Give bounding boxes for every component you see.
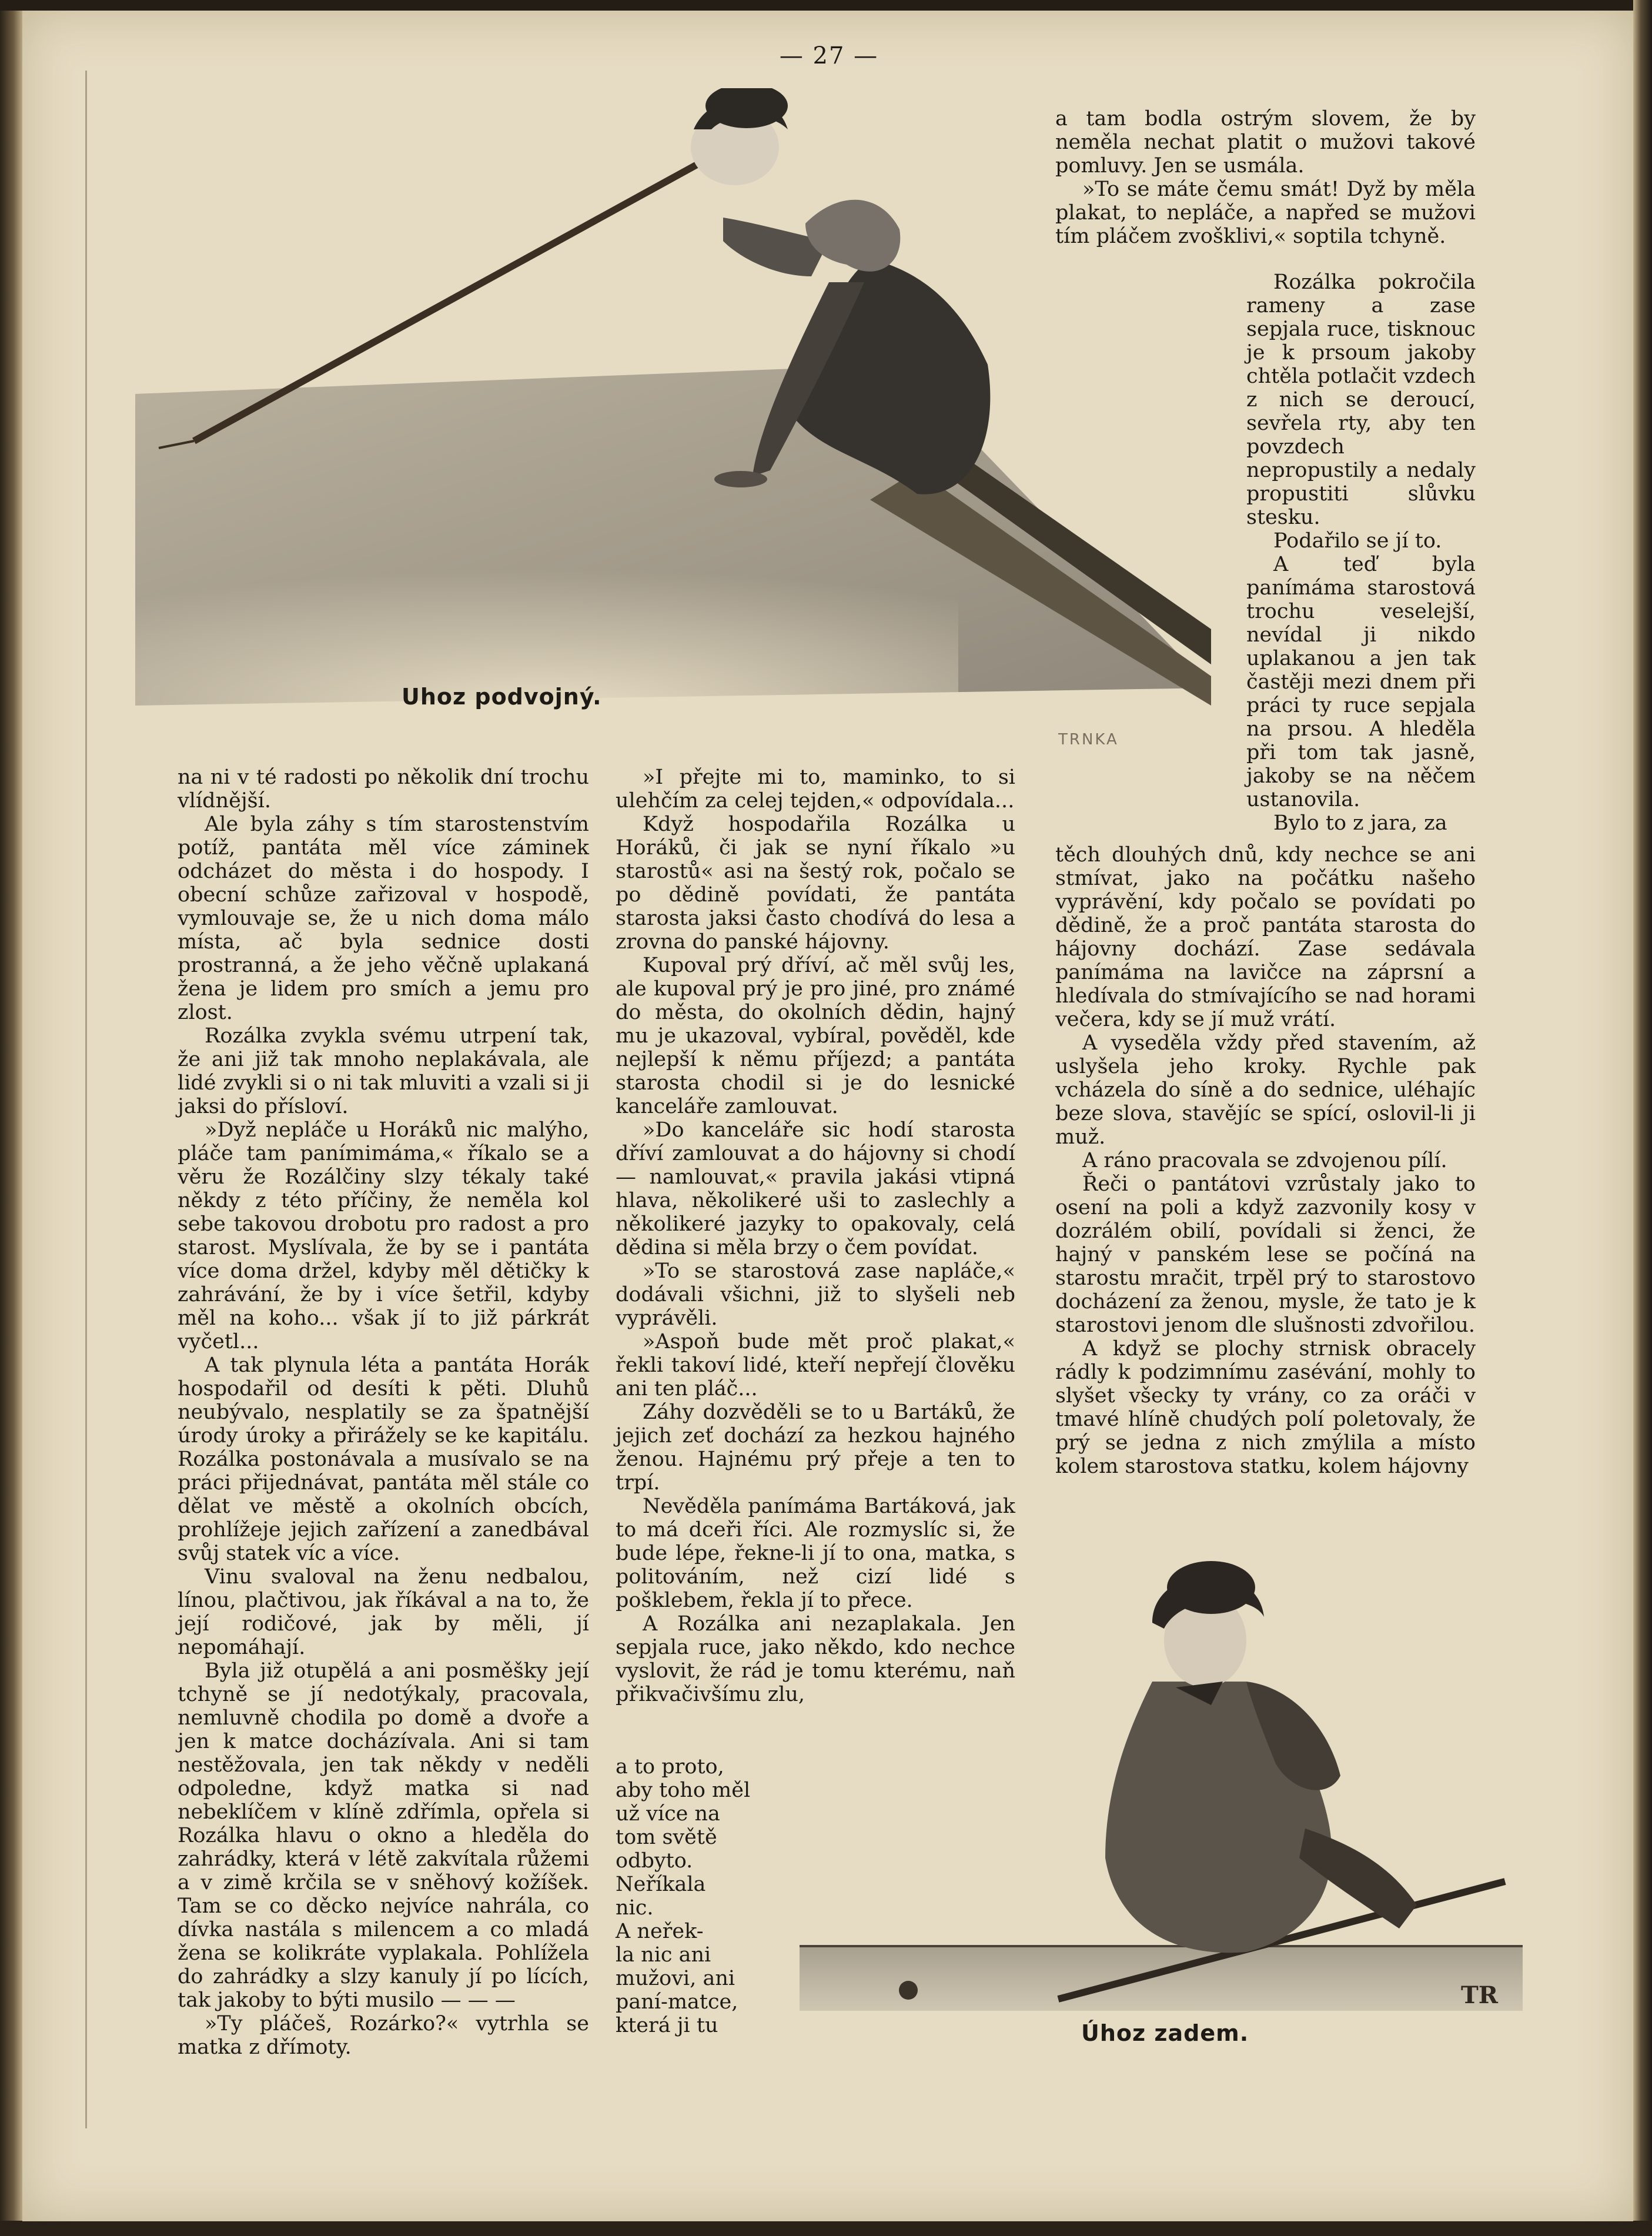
paragraph: A ráno pracovala se zdvojenou pílí. bbox=[1082, 1149, 1447, 1172]
illustration-signature: TRNKA bbox=[1058, 731, 1119, 748]
line: aby toho měl bbox=[616, 1779, 751, 1802]
line: nic. bbox=[616, 1896, 654, 1920]
paragraph: A tak plynula léta a pantáta Horák hospodařil od desíti k pěti. Dluhů neubývalo, nesplatily se za špatnější úrody úroky a přirážely se ke kapitálu. Rozálka postonávala a musívalo se na práci přijednávat, pantáta měl stále co dělat ve městě a okolních obcích, prohlížeje jejich zařízení a zanedbával svůj statek víc a více. bbox=[178, 1353, 589, 1565]
scan-border-top bbox=[0, 0, 1652, 11]
paragraph: Řeči o pantátovi vzrůstaly jako to osení na poli a když zazvonily kosy v dozrálém obilí, povídali si ženci, že hajný v panském lese se počíná na starostu mračit, trpěl prý to starostovo docházení za ženou, mysle, že tato je k starostovi jenom dle slušnosti zdvořilou. bbox=[1055, 1172, 1476, 1337]
paragraph: »I přejte mi to, maminko, to si ulehčím za celej tejden,« odpovídala... bbox=[616, 766, 1015, 813]
page-fold bbox=[85, 71, 87, 2128]
paragraph: Bylo to z jara, za bbox=[1273, 811, 1447, 835]
line: A neřek- bbox=[616, 1920, 704, 1943]
paragraph: Podařilo se jí to. bbox=[1273, 529, 1442, 553]
text-column-3-narrow bbox=[1246, 270, 1476, 835]
illustration-caption: Uhoz podvojný. bbox=[402, 684, 602, 710]
book-spine bbox=[0, 0, 22, 2236]
paragraph: Ale byla záhy s tím starostenstvím potíž, pantáta měl více záminek odcházet do města i do hospody. I obecní schůze zařizoval v hospodě, vymlouvaje se, že u nich doma málo místa, ač byla sednice dosti prostranná, a že jeho věčně uplakaná žena je lidem pro smích a jemu pro zlost. bbox=[178, 813, 589, 1024]
page-number: — 27 — bbox=[779, 42, 879, 69]
text-column-3-top bbox=[1055, 107, 1476, 248]
line: Neříkala bbox=[616, 1873, 706, 1896]
paragraph: »Aspoň bude mět proč plakat,« řekli takoví lidé, kteří nepřejí člověku ani ten pláč... bbox=[616, 1330, 1015, 1401]
paragraph: Když hospodařila Rozálka u Horáků, či jak se nyní říkalo »u starostů« asi na šestý rok, počalo se po dědině povídati, že pantáta starosta jaksi často chodívá do lesa a zrovna do panské hájovny. bbox=[616, 813, 1015, 954]
text-column-2-narrow bbox=[616, 1755, 763, 2037]
scan-border-right bbox=[1633, 0, 1652, 2236]
illustration-billiard-double-shot bbox=[135, 88, 1211, 706]
paragraph: Rozálka zvykla svému utrpení tak, že ani již tak mnoho neplakávala, ale lidé zvykli si o ni tak mluviti a vzali si ji jaksi do přísloví. bbox=[178, 1024, 589, 1118]
paragraph: »To se starostová zase napláče,« dodávali všichni, již to slyšeli neb vyprávěli. bbox=[616, 1259, 1015, 1330]
paragraph: A když se plochy strnisk obracely rádly k podzimnímu zasévání, mohly to slyšet všecky ty vrány, co za oráči v tmavé hlíně chudých polí poletovaly, že prý se jedna z nich zmýlila a místo kolem starostova statku, kolem hájovny bbox=[1055, 1337, 1476, 1478]
line: která ji tu bbox=[616, 2014, 718, 2037]
line: už více na bbox=[616, 1802, 720, 1826]
scan-border-bottom bbox=[0, 2221, 1652, 2236]
paragraph: Záhy dozvěděli se to u Bartáků, že jejich zeť dochází za hezkou hajného ženou. Hajnému prý přeje a ten to trpí. bbox=[616, 1401, 1015, 1495]
line: odbyto. bbox=[616, 1849, 693, 1873]
paragraph: Rozálka pokročila rameny a zase sepjala ruce, tisknouc je k prsoum jakoby chtěla potlačit vzdech z nich se deroucí, sevřela rty, aby ten povzdech nepropustily a nedaly propustiti slůvku stesku. bbox=[1246, 270, 1476, 529]
paragraph: Vinu svaloval na ženu nedbalou, línou, plačtivou, jak říkával a na to, že její rodičové, jak by měli, jí nepomáhají. bbox=[178, 1565, 589, 1659]
paragraph: »Dyž nepláče u Horáků nic malýho, pláče tam panímimáma,« říkalo se a věru že Rozálčiny slzy tékaly také někdy z této příčiny, že neměla kol sebe takovou drobotu pro radost a pro starost. Myslívala, že by se i pantáta více doma držel, kdyby měl dětičky k zahrávání, že by i více šetřil, kdyby měl na koho... však jí to již párkrát vyčetl... bbox=[178, 1118, 589, 1353]
illustration-signature: TR bbox=[1461, 1981, 1499, 2009]
paragraph: A teď byla panímáma starostová trochu veselejší, nevídal ji nikdo uplakanou a jen tak častěji mezi dnem při práci ty ruce sepjala na prsou. A hleděla při tom tak jasně, jakoby se na něčem ustanovila. bbox=[1246, 553, 1476, 811]
line: paní-matce, bbox=[616, 1990, 738, 2014]
paragraph: těch dlouhých dnů, kdy nechce se ani stmívat, jako na počátku našeho vyprávění, kdy počalo se povídati po dědině, že a proč pantáta starosta do hájovny dochází. Zase sedávala panímáma na lavičce na záprsní a hledívala do stmívajícího se nad horami večera, kdy se jí muž vrátí. bbox=[1055, 843, 1476, 1031]
paragraph: Nevěděla panímáma Bartáková, jak to má dceři říci. Ale rozmyslíc si, že bude lépe, řekne-li jí to ona, matka, s politováním, než cizí lidé s pošklebem, řekla jí to přece. bbox=[616, 1495, 1015, 1612]
paragraph: A vyseděla vždy před stavením, až uslyšela jeho kroky. Rychle pak vcházela do síně a do sednice, uléhajíc beze slova, stavějíc se spící, oslovil-li ji muž. bbox=[1055, 1031, 1476, 1149]
paragraph: »Do kanceláře sic hodí starosta dříví zamlouvat a do hájovny si chodí — namlouvat,« pravila jakási vtipná hlava, několikeré uši to zaslechly a několikeré jazyky to opakovaly, celá dědina si měla brzy o čem povídat. bbox=[616, 1118, 1015, 1259]
illustration-billiard-back-shot bbox=[800, 1552, 1523, 2034]
paragraph: a tam bodla ostrým slovem, že by neměla nechat platit o mužovi takové pomluvy. Jen se usmála. bbox=[1055, 107, 1476, 178]
line: a to proto, bbox=[616, 1755, 724, 1779]
paragraph: »To se máte čemu smát! Dyž by měla plakat, to nepláče, a napřed se mužovi tím pláčem zvošklivi,« soptila tchyně. bbox=[1055, 178, 1476, 248]
text-column-3 bbox=[1055, 843, 1476, 1478]
paragraph: A Rozálka ani nezaplakala. Jen sepjala ruce, jako někdo, kdo nechce vyslovit, že rád je tomu kterému, naň přikvačivšímu zlu, bbox=[616, 1612, 1015, 1706]
line: mužovi, ani bbox=[616, 1967, 735, 1990]
paragraph: na ni v té radosti po několik dní trochu vlídnější. bbox=[178, 766, 589, 813]
paragraph: Kupoval prý dříví, ač měl svůj les, ale kupoval prý je pro jiné, pro známé do města, do okolních dědin, hajný mu je ukazoval, vybíral, pověděl, kde nejlepší k němu příjezd; a pantáta starosta chodil si je do lesnické kanceláře zamlouvat. bbox=[616, 954, 1015, 1118]
paragraph: Byla již otupělá a ani posměšky její tchyně se jí nedotýkaly, pracovala, nemluvně chodila po domě a dvoře a jen k matce docházívala. Ani si tam nestěžovala, jen tak někdy v neděli odpoledne, když matka si nad nebeklíčem v klíně zdřímla, opřela si Rozálka hlavu o okno a hleděla do zahrádky, která v létě zakvítala růžemi a v zimě krčila se v sněhový kožíšek. Tam se co děcko nejvíce nahrála, co dívka nastála s milencem a co mladá žena se kolikráte vyplakala. Pohlížela do zahrádky a slzy kanuly jí po lících, tak jakoby to býti musilo — — — bbox=[178, 1659, 589, 2012]
line: la nic ani bbox=[616, 1943, 711, 1967]
illustration-caption: Úhoz zadem. bbox=[1081, 2020, 1249, 2046]
line: tom světě bbox=[616, 1826, 717, 1849]
paragraph: »Ty pláčeš, Rozárko?« vytrhla se matka z dřímoty. bbox=[178, 2012, 589, 2059]
text-column-1 bbox=[178, 766, 589, 2059]
